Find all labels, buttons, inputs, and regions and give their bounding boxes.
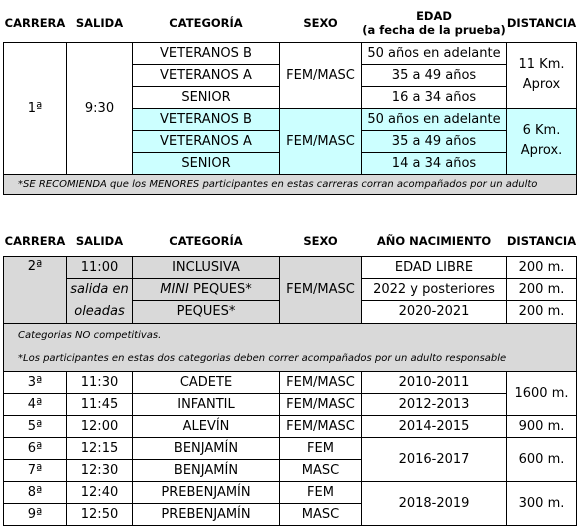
salida-cell: 12:50: [67, 503, 133, 525]
sexo-cell: MASC: [280, 459, 362, 481]
note-row: [4, 323, 577, 347]
header-salida: SALIDA: [67, 4, 133, 42]
categoria-prefix: MINI: [160, 281, 189, 297]
distancia-cell: 200 m.: [507, 256, 577, 278]
header-salida: SALIDA: [67, 226, 133, 256]
carrera-cell: 2ª: [4, 256, 67, 323]
note-row: [4, 347, 577, 371]
distancia-cell: [507, 42, 577, 108]
note-row: [4, 174, 577, 194]
table-row: [4, 415, 577, 437]
categoria-cell: VETERANOS B: [133, 42, 280, 64]
categoria-text: PEQUES*: [176, 304, 236, 320]
table-row: [4, 42, 577, 64]
salida-cell: 12:15: [67, 437, 133, 459]
table-row: [4, 393, 577, 415]
categoria-cell: VETERANOS A: [133, 130, 280, 152]
sexo-cell: MASC: [280, 503, 362, 525]
distancia-cell: 900 m.: [507, 415, 577, 437]
salida-cell: 11:00: [67, 256, 133, 278]
categoria-cell: SENIOR: [133, 152, 280, 174]
accompaniment-note: *Los participantes en estas dos categorias deben correr acompañados por un adulto responsable: [4, 347, 577, 371]
distancia-cell: 300 m.: [507, 481, 577, 525]
categoria-cell: SENIOR: [133, 86, 280, 108]
categoria-cell: [133, 256, 280, 278]
carrera-cell: 7ª: [4, 459, 67, 481]
categoria-text: PEQUES*: [188, 281, 252, 297]
categoria-cell: PREBENJAMÍN: [133, 503, 280, 525]
youth-races-table: [3, 226, 577, 526]
categoria-cell: BENJAMÍN: [133, 437, 280, 459]
salida-note-line1: salida en: [70, 281, 129, 297]
distancia-cell: 1600 m.: [507, 371, 577, 415]
salida-note-line2: oleadas: [74, 303, 125, 319]
distancia-line2: Aprox: [522, 77, 561, 92]
sexo-cell: FEM/MASC: [280, 393, 362, 415]
nacimiento-cell: 2022 y posteriores: [362, 278, 507, 301]
nacimiento-cell: 2020-2021: [362, 301, 507, 324]
sexo-cell: FEM/MASC: [280, 42, 362, 108]
sexo-cell: FEM: [280, 481, 362, 503]
header-categoria: CATEGORÍA: [133, 226, 280, 256]
edad-cell: 50 años en adelante: [362, 42, 507, 64]
carrera-cell: 3ª: [4, 371, 67, 393]
categoria-cell: CADETE: [133, 371, 280, 393]
nacimiento-cell: 2014-2015: [362, 415, 507, 437]
categoria-cell: [133, 301, 280, 324]
nacimiento-cell: EDAD LIBRE: [362, 256, 507, 278]
carrera-cell: 8ª: [4, 481, 67, 503]
sexo-cell: FEM/MASC: [280, 256, 362, 323]
distancia-cell: [507, 108, 577, 174]
categoria-cell: PREBENJAMÍN: [133, 481, 280, 503]
nacimiento-cell: 2010-2011: [362, 371, 507, 393]
distancia-cell: 200 m.: [507, 278, 577, 301]
table-row: [4, 371, 577, 393]
header-sexo: SEXO: [280, 226, 362, 256]
categoria-cell: BENJAMÍN: [133, 459, 280, 481]
edad-cell: 16 a 34 años: [362, 86, 507, 108]
carrera-cell: 6ª: [4, 437, 67, 459]
nacimiento-cell: 2016-2017: [362, 437, 507, 481]
edad-cell: 35 a 49 años: [362, 64, 507, 86]
categoria-cell: VETERANOS A: [133, 64, 280, 86]
table-row: [4, 481, 577, 503]
distancia-line2: Aprox.: [520, 143, 563, 158]
header-carrera: CARRERA: [4, 4, 67, 42]
sexo-cell: FEM/MASC: [280, 108, 362, 174]
categoria-cell: VETERANOS B: [133, 108, 280, 130]
header-edad-line2: (a fecha de la prueba): [362, 22, 506, 37]
distancia-cell: 200 m.: [507, 301, 577, 324]
non-competitive-note: Categorias NO competitivas.: [4, 323, 577, 347]
salida-cell: 11:30: [67, 371, 133, 393]
header-sexo: SEXO: [280, 4, 362, 42]
salida-cell: 11:45: [67, 393, 133, 415]
nacimiento-cell: 2018-2019: [362, 481, 507, 525]
header-distancia: DISTANCIA: [507, 4, 577, 42]
header-edad: [362, 4, 507, 42]
salida-cell: 12:30: [67, 459, 133, 481]
carrera-cell: 1ª: [4, 42, 67, 174]
salida-cell: 12:00: [67, 415, 133, 437]
edad-cell: 50 años en adelante: [362, 108, 507, 130]
header-nacimiento: AÑO NACIMIENTO: [362, 226, 507, 256]
sexo-cell: FEM/MASC: [280, 415, 362, 437]
categoria-cell: [133, 278, 280, 301]
header-categoria: CATEGORÍA: [133, 4, 280, 42]
header-edad-line1: EDAD: [416, 8, 452, 23]
distancia-cell: 600 m.: [507, 437, 577, 481]
categoria-cell: INFANTIL: [133, 393, 280, 415]
edad-cell: 14 a 34 años: [362, 152, 507, 174]
distancia-line1: 6 Km.: [522, 123, 561, 138]
header-carrera: CARRERA: [4, 226, 67, 256]
adult-races-table: [3, 4, 577, 195]
edad-cell: 35 a 49 años: [362, 130, 507, 152]
carrera-cell: 5ª: [4, 415, 67, 437]
sexo-cell: FEM/MASC: [280, 371, 362, 393]
categoria-text: INCLUSIVA: [172, 259, 240, 275]
sexo-cell: FEM: [280, 437, 362, 459]
nacimiento-cell: 2012-2013: [362, 393, 507, 415]
table-row: [4, 437, 577, 459]
carrera-cell: 4ª: [4, 393, 67, 415]
header-distancia: DISTANCIA: [507, 226, 577, 256]
distancia-line1: 11 Km.: [518, 57, 565, 72]
table-row: [4, 256, 577, 278]
salida-note-cell: [67, 278, 133, 323]
categoria-cell: ALEVÍN: [133, 415, 280, 437]
carrera-cell: 9ª: [4, 503, 67, 525]
salida-cell: 9:30: [67, 42, 133, 174]
recommendation-note: *SE RECOMIENDA que los MENORES participantes en estas carreras corran acompañados por un adulto: [4, 174, 577, 194]
salida-cell: 12:40: [67, 481, 133, 503]
